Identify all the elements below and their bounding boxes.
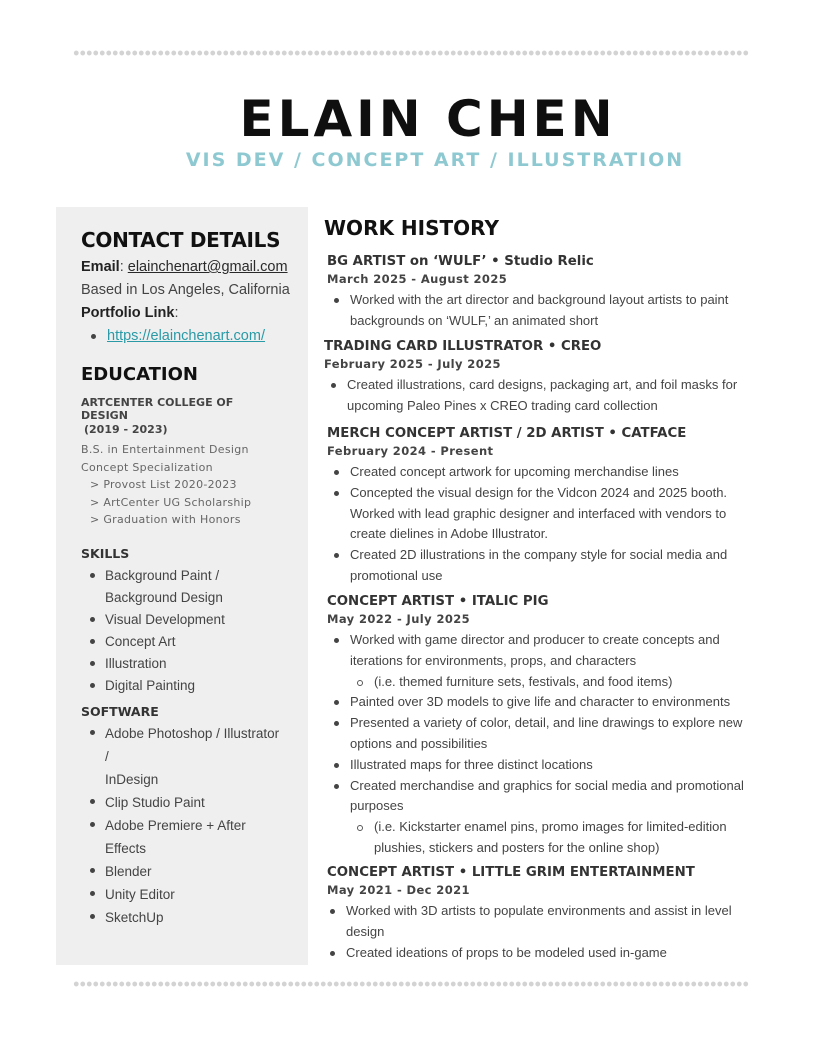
job-entry: [327, 594, 757, 859]
bullet-text: (i.e. Kickstarter enamel pins, promo images for limited-edition plushies, stickers and posters for the online shop): [374, 819, 727, 855]
portfolio-link[interactable]: https://elainchenart.com/: [107, 328, 265, 344]
job-title: MERCH CONCEPT ARTIST / 2D ARTIST • CATFACE: [327, 426, 687, 441]
bullet-text: (i.e. themed furniture sets, festivals, and food items): [374, 673, 673, 689]
job-date: February 2024 - Present: [327, 444, 494, 458]
bullet-icon: [90, 914, 95, 919]
bullet-icon: [90, 683, 95, 688]
job-bullet: [327, 462, 757, 483]
bottom-dotted-divider: [73, 981, 749, 987]
bullet-icon: [330, 909, 335, 914]
bullet-icon: [331, 383, 336, 388]
skill-label: Concept Art: [105, 634, 176, 649]
software-item-continued: [81, 768, 281, 791]
skill-label: Digital Painting: [105, 678, 196, 693]
bullet-icon: [90, 868, 95, 873]
bullet-icon: [334, 491, 339, 496]
resume-subtitle: VIS DEV / CONCEPT ART / ILLUSTRATION: [185, 149, 685, 171]
bullet-text: Worked with 3D artists to populate environments and assist in level design: [346, 903, 732, 939]
job-bullet: [327, 755, 757, 776]
skills-list: [81, 565, 281, 697]
job-entry: [327, 254, 757, 332]
bullet-icon: [334, 700, 339, 705]
bullet-icon: [90, 573, 95, 578]
bullet-icon: [334, 784, 339, 789]
contact-details: [81, 256, 306, 348]
bullet-icon: [334, 298, 339, 303]
job-bullet: [324, 375, 754, 417]
job-bullets: [327, 462, 757, 587]
work-history-heading: WORK HISTORY: [324, 216, 499, 240]
bullet-text: Concepted the visual design for the Vidcon 2024 and 2025 booth. Worked with lead graphic designer and interfaced with vendors to create dielines in Adobe Illustrator.: [350, 484, 728, 542]
bullet-text: Worked with game director and producer to create concepts and iterations for environments, props, and characters: [350, 632, 720, 668]
skills-heading: SKILLS: [81, 546, 130, 561]
job-title: CONCEPT ARTIST • ITALIC PIG: [327, 594, 549, 609]
resume-name: ELAIN CHEN: [239, 90, 617, 148]
bullet-icon: [90, 617, 95, 622]
skill-item: [81, 565, 281, 587]
software-label: Unity Editor: [105, 887, 175, 902]
education-school: ARTCENTER COLLEGE OF DESIGN: [81, 396, 234, 422]
job-bullet: [327, 545, 757, 587]
software-list: [81, 722, 281, 929]
bullet-icon: [334, 470, 339, 475]
education-heading: EDUCATION: [81, 364, 198, 385]
portfolio-label: Portfolio Link: [81, 305, 175, 321]
skill-label: Background Paint /: [105, 568, 220, 583]
bullet-text: Created merchandise and graphics for social media and promotional purposes: [350, 777, 744, 814]
top-dotted-divider: [73, 50, 749, 56]
software-label: Effects: [105, 841, 147, 856]
software-item: [81, 791, 281, 814]
job-bullets: [327, 290, 757, 332]
job-bullet: [327, 483, 757, 545]
education-years: (2019 - 2023): [84, 423, 168, 436]
education-degree: B.S. in Entertainment Design: [81, 443, 249, 456]
job-entry: [327, 865, 757, 963]
software-item: [81, 860, 281, 883]
bullet-icon: [91, 334, 96, 339]
job-bullet: [327, 713, 757, 755]
bullet-icon: [334, 763, 339, 768]
skill-label: Background Design: [105, 590, 223, 605]
job-bullet: [327, 630, 757, 672]
portfolio-line: Portfolio Link:: [81, 305, 179, 321]
circle-bullet-icon: [357, 825, 363, 831]
job-entry: [327, 426, 757, 587]
job-date: February 2025 - July 2025: [324, 357, 501, 371]
bullet-text: Worked with the art director and background layout artists to paint backgrounds on ‘WULF,’ an animated short: [350, 292, 729, 328]
bullet-text: Presented a variety of color, detail, and line drawings to explore new options and possibilities: [350, 715, 743, 751]
software-label: SketchUp: [105, 910, 164, 925]
job-sub-bullet: [327, 672, 757, 693]
job-bullet: [327, 692, 757, 713]
education-details: [81, 441, 251, 529]
software-item-continued: [81, 837, 281, 860]
bullet-icon: [90, 639, 95, 644]
contact-heading: CONTACT DETAILS: [81, 228, 281, 252]
location-text: Based in Los Angeles, California: [81, 282, 290, 298]
bullet-text: Created 2D illustrations in the company style for social media and promotional use: [350, 547, 728, 583]
bullet-text: Created concept artwork for upcoming merchandise lines: [350, 464, 679, 479]
skill-item: [81, 609, 281, 631]
bullet-icon: [90, 661, 95, 666]
software-item: [81, 814, 281, 837]
job-bullet: [327, 290, 757, 332]
software-label: Adobe Photoshop / Illustrator /: [105, 726, 280, 764]
job-bullet: [327, 943, 757, 964]
job-date: May 2022 - July 2025: [327, 612, 471, 626]
job-bullet: [327, 901, 757, 943]
bullet-icon: [334, 553, 339, 558]
bullet-icon: [334, 638, 339, 643]
bullet-icon: [90, 891, 95, 896]
bullet-icon: [90, 822, 95, 827]
skill-item: [81, 653, 281, 675]
job-bullets: [327, 901, 757, 963]
job-title: TRADING CARD ILLUSTRATOR • CREO: [324, 339, 602, 354]
software-label: Blender: [105, 864, 152, 879]
education-honor: > Provost List 2020-2023: [90, 478, 237, 491]
bullet-text: Painted over 3D models to give life and character to environments: [350, 694, 731, 710]
education-honor: > ArtCenter UG Scholarship: [90, 495, 252, 509]
skill-item: [81, 675, 281, 697]
software-item: [81, 722, 281, 768]
sidebar: [56, 207, 308, 965]
circle-bullet-icon: [357, 680, 363, 686]
portfolio-item: [81, 325, 306, 348]
bullet-text: Illustrated maps for three distinct locations: [350, 756, 593, 772]
software-label: Clip Studio Paint: [105, 795, 205, 810]
skill-label: Visual Development: [105, 612, 225, 627]
software-label: InDesign: [105, 772, 159, 787]
job-bullets: [324, 375, 754, 417]
bullet-icon: [330, 951, 335, 956]
job-bullet: [327, 776, 757, 818]
bullet-text: Created ideations of props to be modeled used in-game: [346, 944, 667, 960]
job-sub-bullet: [327, 817, 757, 859]
education-specialization: Concept Specialization: [81, 460, 213, 474]
job-title: CONCEPT ARTIST • LITTLE GRIM ENTERTAINMENT: [327, 865, 695, 880]
job-date: May 2021 - Dec 2021: [327, 883, 470, 897]
email-link[interactable]: elainchenart@gmail.com: [127, 259, 288, 275]
skill-item-continued: [81, 587, 281, 609]
software-label: Adobe Premiere + After: [105, 818, 246, 833]
email-line: Email: elainchenart@gmail.com: [81, 259, 288, 275]
bullet-icon: [334, 721, 339, 726]
software-heading: SOFTWARE: [81, 704, 159, 719]
software-item: [81, 906, 281, 929]
software-item: [81, 883, 281, 906]
skill-item: [81, 631, 281, 653]
bullet-icon: [90, 799, 95, 804]
bullet-icon: [90, 730, 95, 735]
job-entry: [324, 339, 754, 417]
email-label: Email: [81, 259, 120, 275]
job-title: BG ARTIST on ‘WULF’ • Studio Relic: [327, 254, 594, 269]
bullet-text: Created illustrations, card designs, packaging art, and foil masks for upcoming Paleo Pines x CREO trading card collection: [347, 377, 738, 413]
job-bullets: [327, 630, 757, 859]
skill-label: Illustration: [105, 656, 167, 671]
job-date: March 2025 - August 2025: [327, 272, 508, 286]
education-honor: > Graduation with Honors: [90, 513, 241, 526]
